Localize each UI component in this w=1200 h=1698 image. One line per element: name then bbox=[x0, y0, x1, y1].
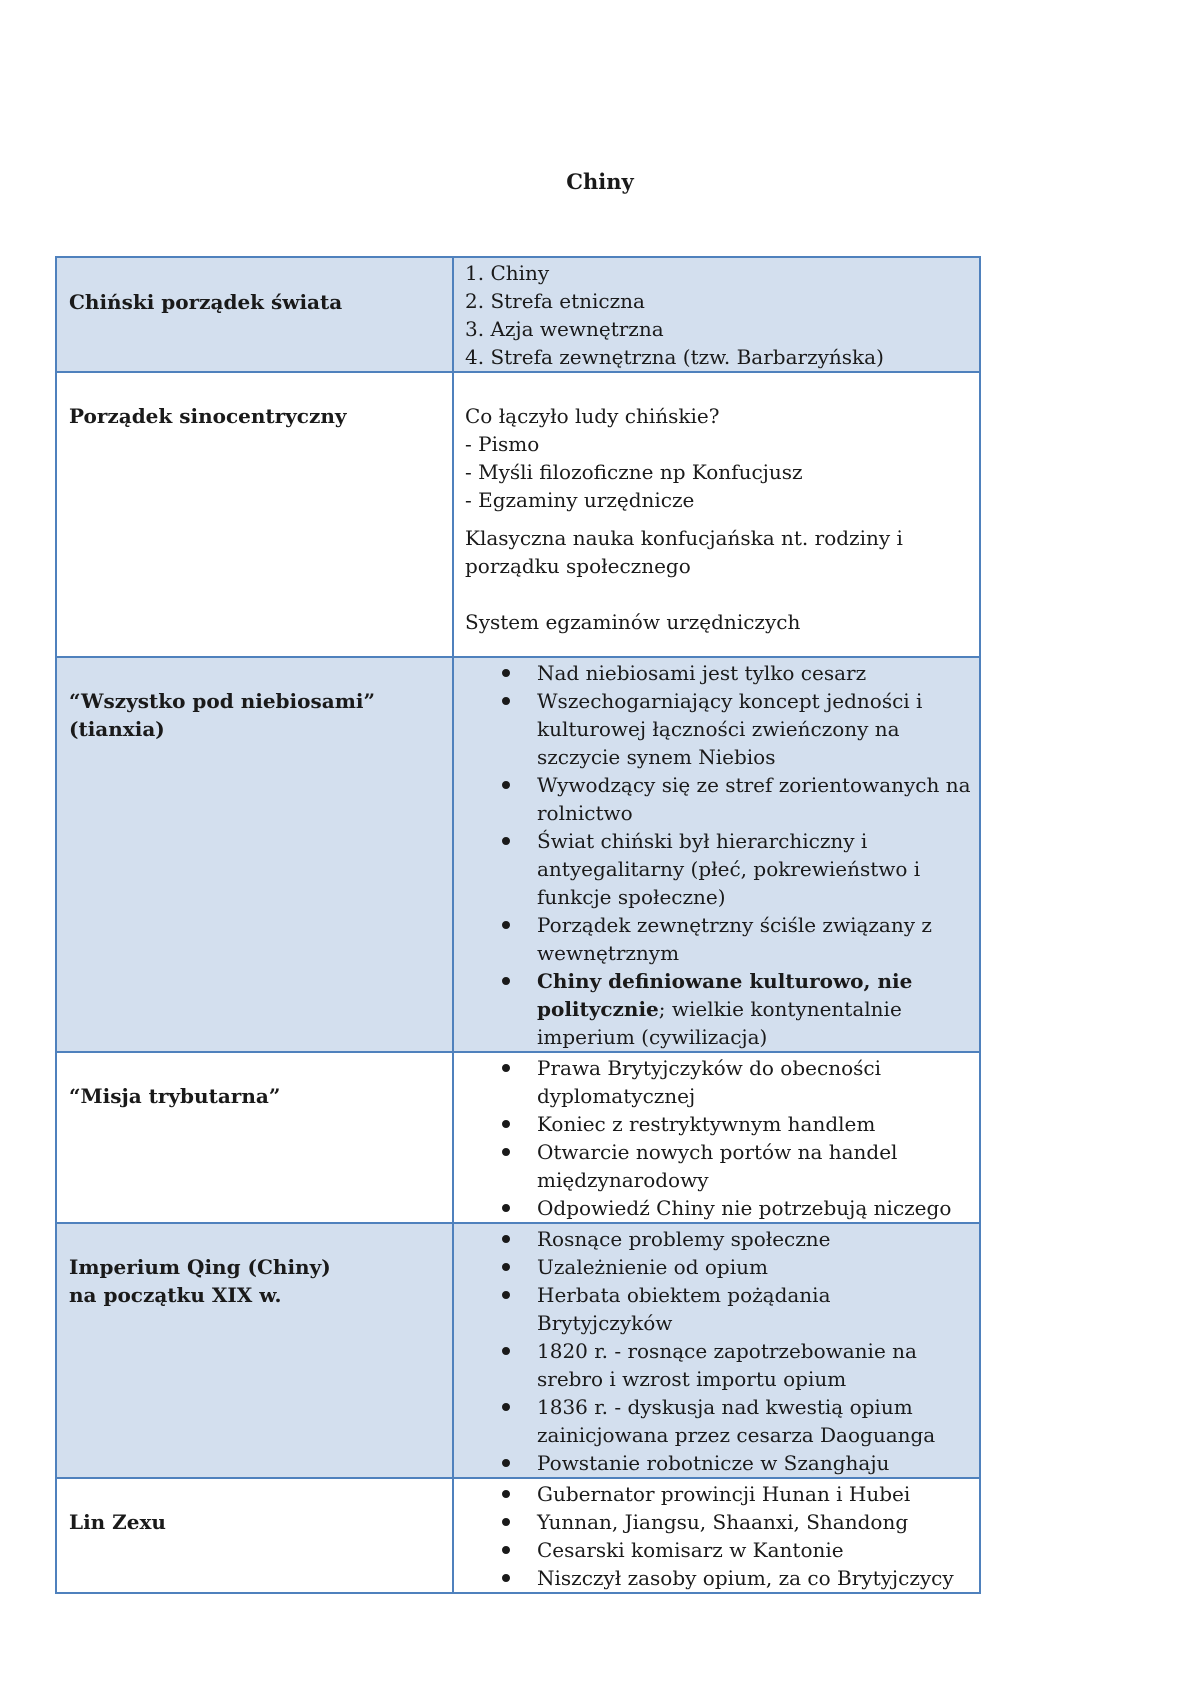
closing-text: System egzaminów urzędniczych bbox=[465, 610, 801, 634]
list-line: 2. Strefa etniczna bbox=[465, 289, 645, 313]
list-item-text: Odpowiedź Chiny nie potrzebują niczego bbox=[537, 1196, 952, 1220]
notes-table bbox=[55, 256, 981, 1594]
row-label-cell bbox=[56, 657, 453, 1052]
list-item bbox=[465, 1281, 971, 1337]
row-label: Porządek sinocentryczny bbox=[69, 404, 347, 428]
list-item bbox=[465, 1564, 971, 1592]
row-label: Chiński porządek świata bbox=[69, 290, 343, 314]
bullet-icon bbox=[502, 1120, 510, 1128]
list-item bbox=[465, 1138, 971, 1194]
question-text: Co łączyło ludy chińskie? bbox=[465, 404, 720, 428]
table-row bbox=[56, 1223, 980, 1478]
row-content-cell bbox=[453, 1223, 980, 1478]
list-item bbox=[465, 1110, 971, 1138]
list-item bbox=[465, 1253, 971, 1281]
row-content-cell bbox=[453, 372, 980, 657]
list-item-text: 1820 r. - rosnące zapotrzebowanie na srebro i wzrost importu opium bbox=[537, 1339, 917, 1391]
row-label-cell bbox=[56, 372, 453, 657]
list-item-text: ; wielkie kontynentalnie imperium (cywilizacja) bbox=[537, 997, 902, 1049]
table-row bbox=[56, 1052, 980, 1223]
list-item-text: Cesarski komisarz w Kantonie bbox=[537, 1538, 844, 1562]
bullet-icon bbox=[502, 1546, 510, 1554]
list-item-text: Rosnące problemy społeczne bbox=[537, 1227, 831, 1251]
table-row bbox=[56, 1478, 980, 1593]
list-line: - Egzaminy urzędnicze bbox=[465, 488, 695, 512]
list-item-text: Wszechogarniający koncept jedności i kulturowej łączności zwieńczony na szczycie synem Niebios bbox=[537, 689, 923, 769]
list-item-text: Porządek zewnętrzny ściśle związany z wewnętrznym bbox=[537, 913, 932, 965]
table-row bbox=[56, 372, 980, 657]
row-content-cell bbox=[453, 657, 980, 1052]
row-label: Lin Zexu bbox=[69, 1510, 166, 1534]
row-label-cell bbox=[56, 1223, 453, 1478]
bullet-icon bbox=[502, 669, 510, 677]
list-item-text: Niszczył zasoby opium, za co Brytyjczycy bbox=[537, 1566, 954, 1590]
list-line: - Pismo bbox=[465, 432, 540, 456]
list-item bbox=[465, 687, 971, 771]
document-title: Chiny bbox=[566, 169, 634, 194]
row-label-cell bbox=[56, 257, 453, 372]
list-item-text: Powstanie robotnicze w Szanghaju bbox=[537, 1451, 890, 1475]
bullet-icon bbox=[502, 1263, 510, 1271]
bullet-list bbox=[465, 1054, 971, 1222]
list-item-text: Uzależnienie od opium bbox=[537, 1255, 768, 1279]
row-content-cell bbox=[453, 1478, 980, 1593]
list-item-text: Gubernator prowincji Hunan i Hubei bbox=[537, 1482, 911, 1506]
list-item bbox=[465, 827, 971, 911]
bullet-icon bbox=[502, 1574, 510, 1582]
table-row bbox=[56, 657, 980, 1052]
bullet-icon bbox=[502, 1291, 510, 1299]
list-item-text: Herbata obiektem pożądania Brytyjczyków bbox=[537, 1283, 831, 1335]
bullet-icon bbox=[502, 837, 510, 845]
list-item bbox=[465, 1054, 971, 1110]
bullet-icon bbox=[502, 921, 510, 929]
list-item-text: Yunnan, Jiangsu, Shaanxi, Shandong bbox=[537, 1510, 909, 1534]
list-item-text: Nad niebiosami jest tylko cesarz bbox=[537, 661, 867, 685]
list-item-text: Wywodzący się ze stref zorientowanych na rolnictwo bbox=[537, 773, 971, 825]
list-item-text: 1836 r. - dyskusja nad kwestią opium zainicjowana przez cesarza Daoguanga bbox=[537, 1395, 936, 1447]
bullet-list bbox=[465, 659, 971, 1051]
bullet-icon bbox=[502, 1204, 510, 1212]
list-item-text: Świat chiński był hierarchiczny i antyegalitarny (płeć, pokrewieństwo i funkcje społeczne) bbox=[537, 829, 921, 909]
row-label: “Misja trybutarna” bbox=[69, 1084, 281, 1108]
bullet-icon bbox=[502, 1490, 510, 1498]
list-item bbox=[465, 1393, 971, 1449]
list-item bbox=[465, 659, 971, 687]
list-item bbox=[465, 1337, 971, 1393]
list-item bbox=[465, 967, 971, 1051]
bullet-icon bbox=[502, 1518, 510, 1526]
list-line: 4. Strefa zewnętrzna (tzw. Barbarzyńska) bbox=[465, 345, 884, 369]
bullet-icon bbox=[502, 1403, 510, 1411]
list-item bbox=[465, 1194, 971, 1222]
list-item bbox=[465, 1508, 971, 1536]
list-item-text: Koniec z restryktywnym handlem bbox=[537, 1112, 876, 1136]
bullet-list bbox=[465, 1480, 971, 1592]
row-content-cell bbox=[453, 257, 980, 372]
list-item-text: Otwarcie nowych portów na handel międzynarodowy bbox=[537, 1140, 898, 1192]
bullet-icon bbox=[502, 1148, 510, 1156]
bullet-icon bbox=[502, 1064, 510, 1072]
row-label: “Wszystko pod niebiosami” bbox=[69, 689, 375, 713]
table-row bbox=[56, 257, 980, 372]
list-item bbox=[465, 1225, 971, 1253]
bullet-icon bbox=[502, 977, 510, 985]
list-item-text: Prawa Brytyjczyków do obecności dyplomatycznej bbox=[537, 1056, 881, 1108]
bullet-icon bbox=[502, 1347, 510, 1355]
row-label: Imperium Qing (Chiny) bbox=[69, 1255, 331, 1279]
list-line: 1. Chiny bbox=[465, 261, 550, 285]
bullet-list bbox=[465, 1225, 971, 1477]
list-item-emphasis: Chiny definiowane kulturowo, nie politycznie bbox=[537, 969, 913, 1021]
list-item bbox=[465, 771, 971, 827]
row-label-sub: na początku XIX w. bbox=[69, 1283, 282, 1307]
bullet-icon bbox=[502, 1459, 510, 1467]
paragraph-text: Klasyczna nauka konfucjańska nt. rodziny i porządku społecznego bbox=[465, 526, 903, 578]
row-label-cell bbox=[56, 1052, 453, 1223]
bullet-icon bbox=[502, 781, 510, 789]
list-line: - Myśli filozoficzne np Konfucjusz bbox=[465, 460, 803, 484]
row-label-cell bbox=[56, 1478, 453, 1593]
list-item bbox=[465, 1480, 971, 1508]
row-label-sub: (tianxia) bbox=[69, 717, 165, 741]
list-item bbox=[465, 1536, 971, 1564]
list-line: 3. Azja wewnętrzna bbox=[465, 317, 664, 341]
bullet-icon bbox=[502, 697, 510, 705]
bullet-icon bbox=[502, 1235, 510, 1243]
row-content-cell bbox=[453, 1052, 980, 1223]
list-item bbox=[465, 911, 971, 967]
list-item bbox=[465, 1449, 971, 1477]
